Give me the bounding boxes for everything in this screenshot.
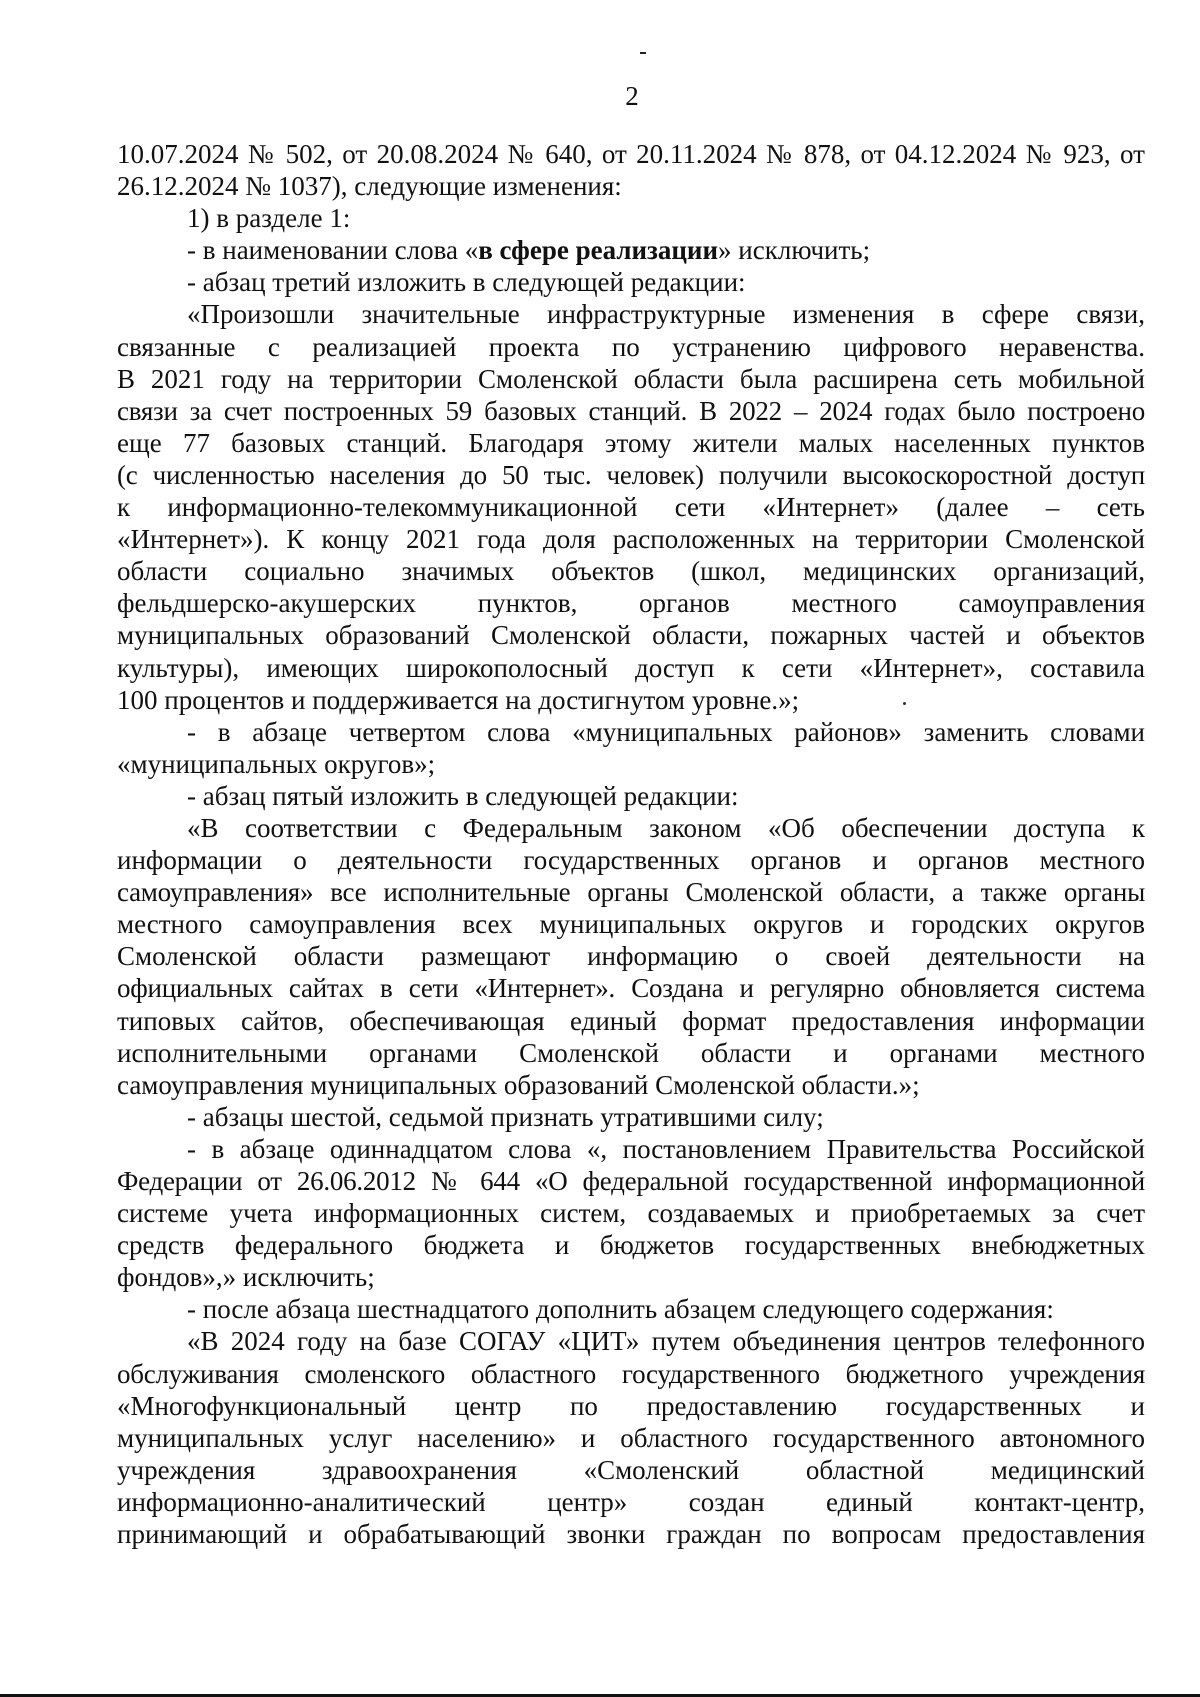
- text-fragment: » исключить;: [718, 235, 871, 266]
- text-line: фельдшерско-акушерских пунктов, органов местного самоуправления: [117, 588, 1145, 619]
- text-line: Смоленской области размещают информацию о своей деятельности на: [117, 941, 1145, 972]
- text-line: муниципальных услуг населению» и областного государственного автономного: [117, 1422, 1145, 1453]
- text-line: официальных сайтах в сети «Интернет». Создана и регулярно обновляется система: [117, 973, 1145, 1004]
- text-line: культуры), имеющих широкополосный доступ к сети «Интернет», составила: [117, 652, 1145, 683]
- text-line: 26.12.2024 № 1037), следующие изменения:: [117, 171, 622, 202]
- text-line: 1) в разделе 1:: [187, 203, 351, 234]
- text-line: «муниципальных округов»;: [117, 748, 436, 779]
- text-line: 10.07.2024 № 502, от 20.08.2024 № 640, от 20.11.2024 № 878, от 04.12.2024 № 923, от: [117, 139, 1145, 169]
- text-line: принимающий и обрабатывающий звонки граждан по вопросам предоставления: [117, 1519, 1145, 1550]
- text-line: местного самоуправления всех муниципальных округов и городских округов: [117, 909, 1145, 940]
- text-line: - абзац пятый изложить в следующей редакции:: [187, 780, 739, 811]
- text-line: системе учета информационных систем, создаваемых и приобретаемых за счет: [117, 1198, 1145, 1229]
- text-line: - после абзаца шестнадцатого дополнить абзацем следующего содержания:: [187, 1294, 1054, 1325]
- text-line-with-bold: [117, 234, 1145, 266]
- text-line: «Произошли значительные инфраструктурные изменения в сфере связи,: [187, 299, 1145, 330]
- text-line: связи за счет построенных 59 базовых станций. В 2022 – 2024 годах было построено: [117, 395, 1145, 426]
- text-line: самоуправления» все исполнительные органы Смоленской области, а также органы: [117, 877, 1145, 908]
- text-line: обслуживания смоленского областного государственного бюджетного учреждения: [117, 1358, 1145, 1389]
- text-line: «Интернет»). К концу 2021 года доля расположенных на территории Смоленской: [117, 524, 1145, 555]
- text-line: «Многофункциональный центр по предоставлению государственных и: [117, 1390, 1145, 1421]
- text-line: исполнительными органами Смоленской области и органами местного: [117, 1037, 1145, 1068]
- text-line: средств федерального бюджета и бюджетов государственных внебюджетных: [117, 1230, 1145, 1261]
- text-fragment: - в наименовании слова «: [187, 235, 479, 266]
- text-line: 100 процентов и поддерживается на достигнутом уровне.»;: [117, 684, 800, 715]
- text-line: - абзац третий изложить в следующей редакции:: [187, 267, 746, 298]
- text-line: связанные с реализацией проекта по устранению цифрового неравенства.: [117, 331, 1145, 362]
- text-line: самоуправления муниципальных образований Смоленской области.»;: [117, 1069, 920, 1100]
- text-line: (с численностью населения до 50 тыс. человек) получили высокоскоростной доступ: [117, 459, 1145, 490]
- text-line: учреждения здравоохранения «Смоленский областной медицинский: [117, 1454, 1145, 1485]
- text-line: к информационно-телекоммуникационной сети «Интернет» (далее – сеть: [117, 492, 1145, 523]
- text-line: - абзацы шестой, седьмой признать утратившими силу;: [187, 1101, 824, 1132]
- text-line: области социально значимых объектов (школ, медицинских организаций,: [117, 556, 1145, 587]
- bold-phrase: в сфере реализации: [478, 235, 719, 266]
- stray-dot-mark: [903, 702, 906, 705]
- text-line: информации о деятельности государственных органов и органов местного: [117, 845, 1145, 876]
- text-line: фондов»,» исключить;: [117, 1262, 375, 1293]
- text-line: еще 77 базовых станций. Благодаря этому жители малых населенных пунктов: [117, 427, 1145, 458]
- text-line: муниципальных образований Смоленской области, пожарных частей и объектов: [117, 620, 1145, 651]
- top-dash-mark: [640, 52, 646, 54]
- text-line: В 2021 году на территории Смоленской области была расширена сеть мобильной: [117, 363, 1145, 394]
- document-body: [117, 138, 1145, 1550]
- text-line: - в абзаце одиннадцатом слова «, постановлением Правительства Российской: [187, 1133, 1145, 1164]
- text-line: информационно-аналитический центр» создан единый контакт-центр,: [117, 1486, 1145, 1517]
- text-line: «В 2024 году на базе СОГАУ «ЦИТ» путем объединения центров телефонного: [187, 1326, 1145, 1357]
- text-line: «В соответствии с Федеральным законом «Об обеспечении доступа к: [187, 812, 1145, 843]
- page-number: 2: [625, 81, 639, 111]
- text-line: типовых сайтов, обеспечивающая единый формат предоставления информации: [117, 1005, 1145, 1036]
- text-line: - в абзаце четвертом слова «муниципальных районов» заменить словами: [187, 716, 1145, 747]
- text-line: Федерации от 26.06.2012 № 644 «О федеральной государственной информационной: [117, 1166, 1145, 1196]
